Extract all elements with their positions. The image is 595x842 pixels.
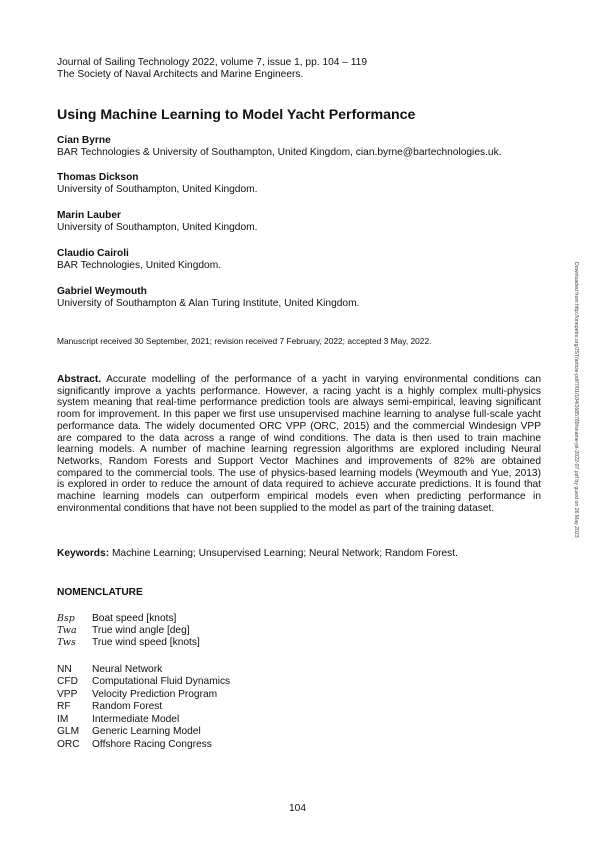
manuscript-dates: Manuscript received 30 September, 2021; revision received 7 February, 2022; accepted 3 May, 2022. — [57, 336, 432, 346]
nomenclature-desc: True wind angle [deg] — [92, 625, 190, 636]
keywords-text: Machine Learning; Unsupervised Learning; Neural Network; Random Forest. — [111, 548, 458, 559]
nomenclature-row — [57, 664, 162, 676]
nomenclature-abbrev: RF — [57, 701, 71, 712]
journal-header — [57, 57, 367, 82]
nomenclature-row — [57, 637, 200, 649]
nomenclature-abbrev: NN — [57, 664, 72, 675]
author-affiliation: University of Southampton, United Kingdom. — [57, 184, 258, 196]
nomenclature-desc: True wind speed [knots] — [92, 637, 200, 648]
author-name: Thomas Dickson — [57, 172, 139, 183]
nomenclature-symbol: Tws — [57, 637, 76, 648]
nomenclature-desc: Velocity Prediction Program — [92, 689, 218, 700]
author-name: Gabriel Weymouth — [57, 286, 147, 297]
nomenclature-abbrev: CFD — [57, 676, 78, 687]
page-number: 104 — [289, 803, 306, 814]
author-affiliation: BAR Technologies & University of Southampton, United Kingdom, cian.byrne@bartechnologies.uk. — [57, 147, 502, 159]
nomenclature-row — [57, 625, 190, 637]
author-block — [57, 135, 502, 160]
nomenclature-row — [57, 714, 179, 726]
nomenclature-desc: Generic Learning Model — [92, 726, 201, 737]
nomenclature-row — [57, 613, 176, 625]
nomenclature-abbrev: IM — [57, 714, 69, 725]
nomenclature-row — [57, 676, 230, 688]
journal-line: Journal of Sailing Technology 2022, volume 7, issue 1, pp. 104 – 119 — [57, 57, 367, 68]
author-name: Cian Byrne — [57, 135, 111, 146]
nomenclature-abbrev: GLM — [57, 726, 80, 737]
author-affiliation: University of Southampton, United Kingdom. — [57, 222, 258, 234]
nomenclature-desc: Boat speed [knots] — [92, 613, 177, 624]
author-block — [57, 286, 359, 311]
author-affiliation: University of Southampton & Alan Turing Institute, United Kingdom. — [57, 298, 360, 310]
nomenclature-abbrev: VPP — [57, 689, 78, 700]
author-affiliation: BAR Technologies, United Kingdom. — [57, 260, 222, 272]
nomenclature-desc: Intermediate Model — [92, 714, 180, 725]
nomenclature-row — [57, 701, 162, 713]
author-name: Claudio Cairoli — [57, 248, 129, 259]
nomenclature-row — [57, 726, 201, 738]
author-block — [57, 248, 221, 273]
nomenclature-desc: Offshore Racing Congress — [92, 739, 212, 750]
nomenclature-desc: Neural Network — [92, 664, 163, 675]
nomenclature-abbrev: ORC — [57, 739, 80, 750]
author-name: Marin Lauber — [57, 210, 121, 221]
nomenclature-symbol: Bsp — [57, 613, 75, 624]
keywords — [57, 548, 458, 559]
download-side-note — [571, 262, 579, 582]
nomenclature-desc: Random Forest — [92, 701, 163, 712]
nomenclature-row — [57, 739, 212, 751]
paper-title: Using Machine Learning to Model Yacht Performance — [57, 107, 416, 123]
society-line: The Society of Naval Architects and Marine Engineers. — [57, 69, 304, 81]
author-block — [57, 172, 257, 197]
author-block — [57, 210, 257, 235]
nomenclature-desc: Computational Fluid Dynamics — [92, 676, 231, 687]
abstract-text: Accurate modelling of the performance of a yacht in varying environmental conditions can significantly improve a yachts performance. However, a racing yacht is a highly complex multi-physics system meaning that real-time performance prediction tools are always semi-empirical, leaving significant room for improvement. In this paper we first use unsupervised machine learning to analyse full-scale yacht performance data. The widely documented ORC VPP (ORC, 2015) and the commercial Windesign VPP are compared to the data across a range of wind conditions. The data is then used to train machine learning models. A number of machine learning regression algorithms are explored including Neural Networks, Random Forests and Support Vector Machines and improvements of 82% are obtained compared to the commercial tools. The use of physics-based learning models (Weymouth and Yue, 2013) is explored in order to reduce the amount of data required to achieve accurate predictions. It is found that machine learning models can outperform empirical models even when predicting performance in environmental conditions that have not been supplied to the model as part of the training dataset. — [57, 374, 541, 514]
nomenclature-title: NOMENCLATURE — [57, 587, 143, 598]
nomenclature-row — [57, 689, 217, 701]
abstract — [57, 374, 541, 514]
keywords-label: Keywords: — [57, 548, 110, 559]
side-note-text: Downloaded from http://onepetro.org/JST/article-pdf/7/01/104/2685789/sname-jst-2022-07.pdf by guest on 26 May 2023 — [573, 262, 579, 538]
nomenclature-symbol: Twa — [57, 625, 77, 636]
abstract-label: Abstract. — [57, 374, 102, 385]
